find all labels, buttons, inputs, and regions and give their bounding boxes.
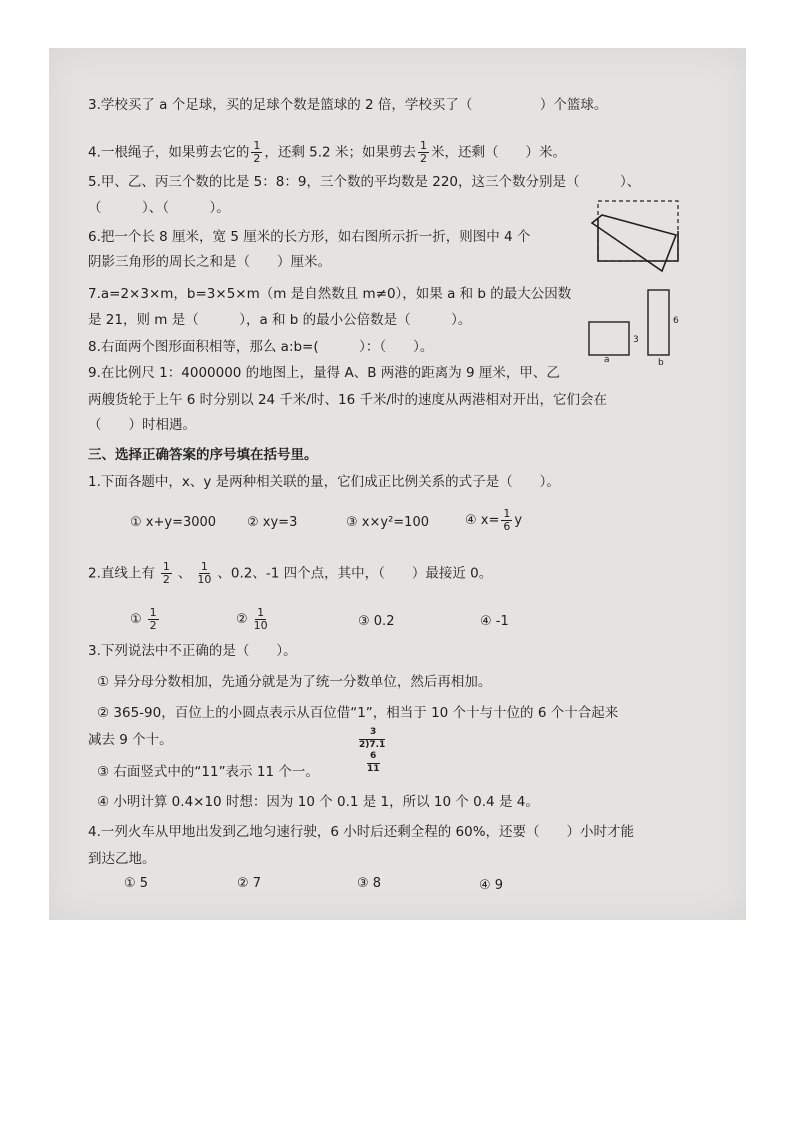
fraction-half [418,140,429,165]
q2-option-3: ③ 0.2 [358,614,395,629]
fraction-numerator: 1 [419,139,427,152]
choice-question-3: 3.下列说法中不正确的是（ ）。 [88,643,297,659]
fraction-denominator: 10 [197,573,212,586]
q2-option-1 [130,607,161,632]
q2-option-4: ④ -1 [480,614,509,629]
q1-option-2: ② xy=3 [247,515,298,530]
problem-9-line-1: 9.在比例尺 1：4000000 的地图上，量得 A、B 两港的距离为 9 厘米，甲、乙 [88,365,560,381]
q3-statement-1: ① 异分母分数相加，先通分就是为了统一分数单位，然后再相加。 [97,674,492,690]
problem-4 [88,140,566,165]
problem-3: 3.学校买了 a 个足球，买的足球个数是篮球的 2 倍，学校买了（ ）个篮球。 [88,97,608,113]
fraction-numerator: 1 [253,139,261,152]
fraction-one-tenth [197,561,211,586]
q2-option-2 [236,607,270,632]
q3-statement-4: ④ 小明计算 0.4×10 时想：因为 10 个 0.1 是 1，所以 10 个 0.4 是 4。 [97,794,539,810]
division-quotient: 3 [370,727,377,737]
q3-statement-2-line-2: 减去 9 个十。 [88,732,173,748]
fraction-half [161,561,172,586]
fraction-denominator: 2 [419,152,427,165]
fraction-numerator: 1 [149,606,157,619]
fraction-numerator: 1 [162,560,170,573]
fraction-denominator: 6 [503,520,511,533]
fraction-denominator: 2 [253,152,261,165]
problem-9-line-3: （ ）时相遇。 [88,417,196,433]
q2-separator: 、 [177,565,192,582]
problem-8: 8.右面两个图形面积相等，那么 a:b=( ）：（ ）。 [88,339,434,355]
problem-6-line-1: 6.把一个长 8 厘米，宽 5 厘米的长方形，如右图所示折一折，则图中 4 个 [88,229,531,245]
division-remainder: 11 [367,764,380,774]
label-b: b [658,358,664,368]
fraction-denominator: 10 [253,619,268,632]
choice-question-4-line-1: 4.一列火车从甲地出发到乙地匀速行驶，6 小时后还剩全程的 60%，还要（ ）小时才能 [88,824,635,840]
section-3-heading: 三、选择正确答案的序号填在括号里。 [88,447,318,463]
q4-option-1: ① 5 [124,876,149,891]
problem-5-line-1: 5.甲、乙、丙三个数的比是 5：8：9，三个数的平均数是 220，这三个数分别是（ ）、 [88,174,641,190]
option-number: ① [130,612,142,627]
q4-option-4: ④ 9 [479,878,504,893]
label-3: 3 [633,335,639,345]
problem-7-line-1: 7.a=2×3×m，b=3×5×m（m 是自然数且 m≠0），如果 a 和 b 的最大公因数 [88,286,572,302]
choice-question-4-line-2: 到达乙地。 [88,851,156,867]
division-subtrahend: 6 [370,751,377,761]
original-rectangle-outline [598,201,678,261]
q3-statement-3: ③ 右面竖式中的“11”表示 11 个一。 [97,764,319,780]
choice-question-1: 1.下面各题中，x、y 是两种相关联的量，它们成正比例关系的式子是（ ）。 [88,474,560,490]
fraction-numerator: 1 [257,606,265,619]
q2-rest: 、0.2、-1 四个点，其中，（ ）最接近 0。 [217,565,493,582]
problem-4-text-2: ，还剩 5.2 米；如果剪去 [264,144,416,161]
fraction-one-tenth [254,607,268,632]
problem-7-line-2: 是 21，则 m 是（ ），a 和 b 的最小公倍数是（ ）。 [88,312,472,328]
folded-flap [592,215,676,271]
q4-option-2: ② 7 [237,876,262,891]
choice-question-2 [88,561,492,586]
fraction-denominator: 2 [149,619,157,632]
problem-4-text-1: 4.一根绳子，如果剪去它的 [88,144,250,161]
problem-6-line-2: 阴影三角形的周长之和是（ ）厘米。 [88,254,331,270]
label-a: a [604,355,610,365]
q2-prefix: 2.直线上有 [88,565,155,582]
q1-option-4-suffix: y [514,513,523,528]
fraction-one-sixth [501,508,512,533]
problem-4-text-3: 米，还剩（ ）米。 [430,144,566,161]
q1-option-1: ① x+y=3000 [130,515,217,530]
q1-option-4 [465,508,522,533]
q1-option-3: ③ x×y²=100 [346,515,429,530]
two-rectangles-figure [586,286,686,370]
rectangle-6-by-b [648,290,669,355]
division-expression: 2)7.1 [359,740,386,750]
option-number: ② [236,612,248,627]
fraction-half [148,607,159,632]
fraction-numerator: 1 [200,560,208,573]
fraction-denominator: 2 [162,573,170,586]
problem-9-line-2: 两艘货轮于上午 6 时分别以 24 千米/时、16 千米/时的速度从两港相对开出，它们会在 [88,392,607,408]
q1-option-4-prefix: ④ x= [465,513,500,528]
q3-statement-2-line-1: ② 365-90，百位上的小圆点表示从百位借“1”，相当于 10 个十与十位的 6 个十合起来 [97,705,619,721]
q4-option-3: ③ 8 [357,876,382,891]
rectangle-a-by-3 [589,322,629,355]
fraction-half [251,140,262,165]
fraction-numerator: 1 [503,507,511,520]
problem-5-line-2: （ ）、（ ）。 [88,200,230,216]
label-6: 6 [673,316,679,326]
folded-rectangle-figure [588,195,684,275]
